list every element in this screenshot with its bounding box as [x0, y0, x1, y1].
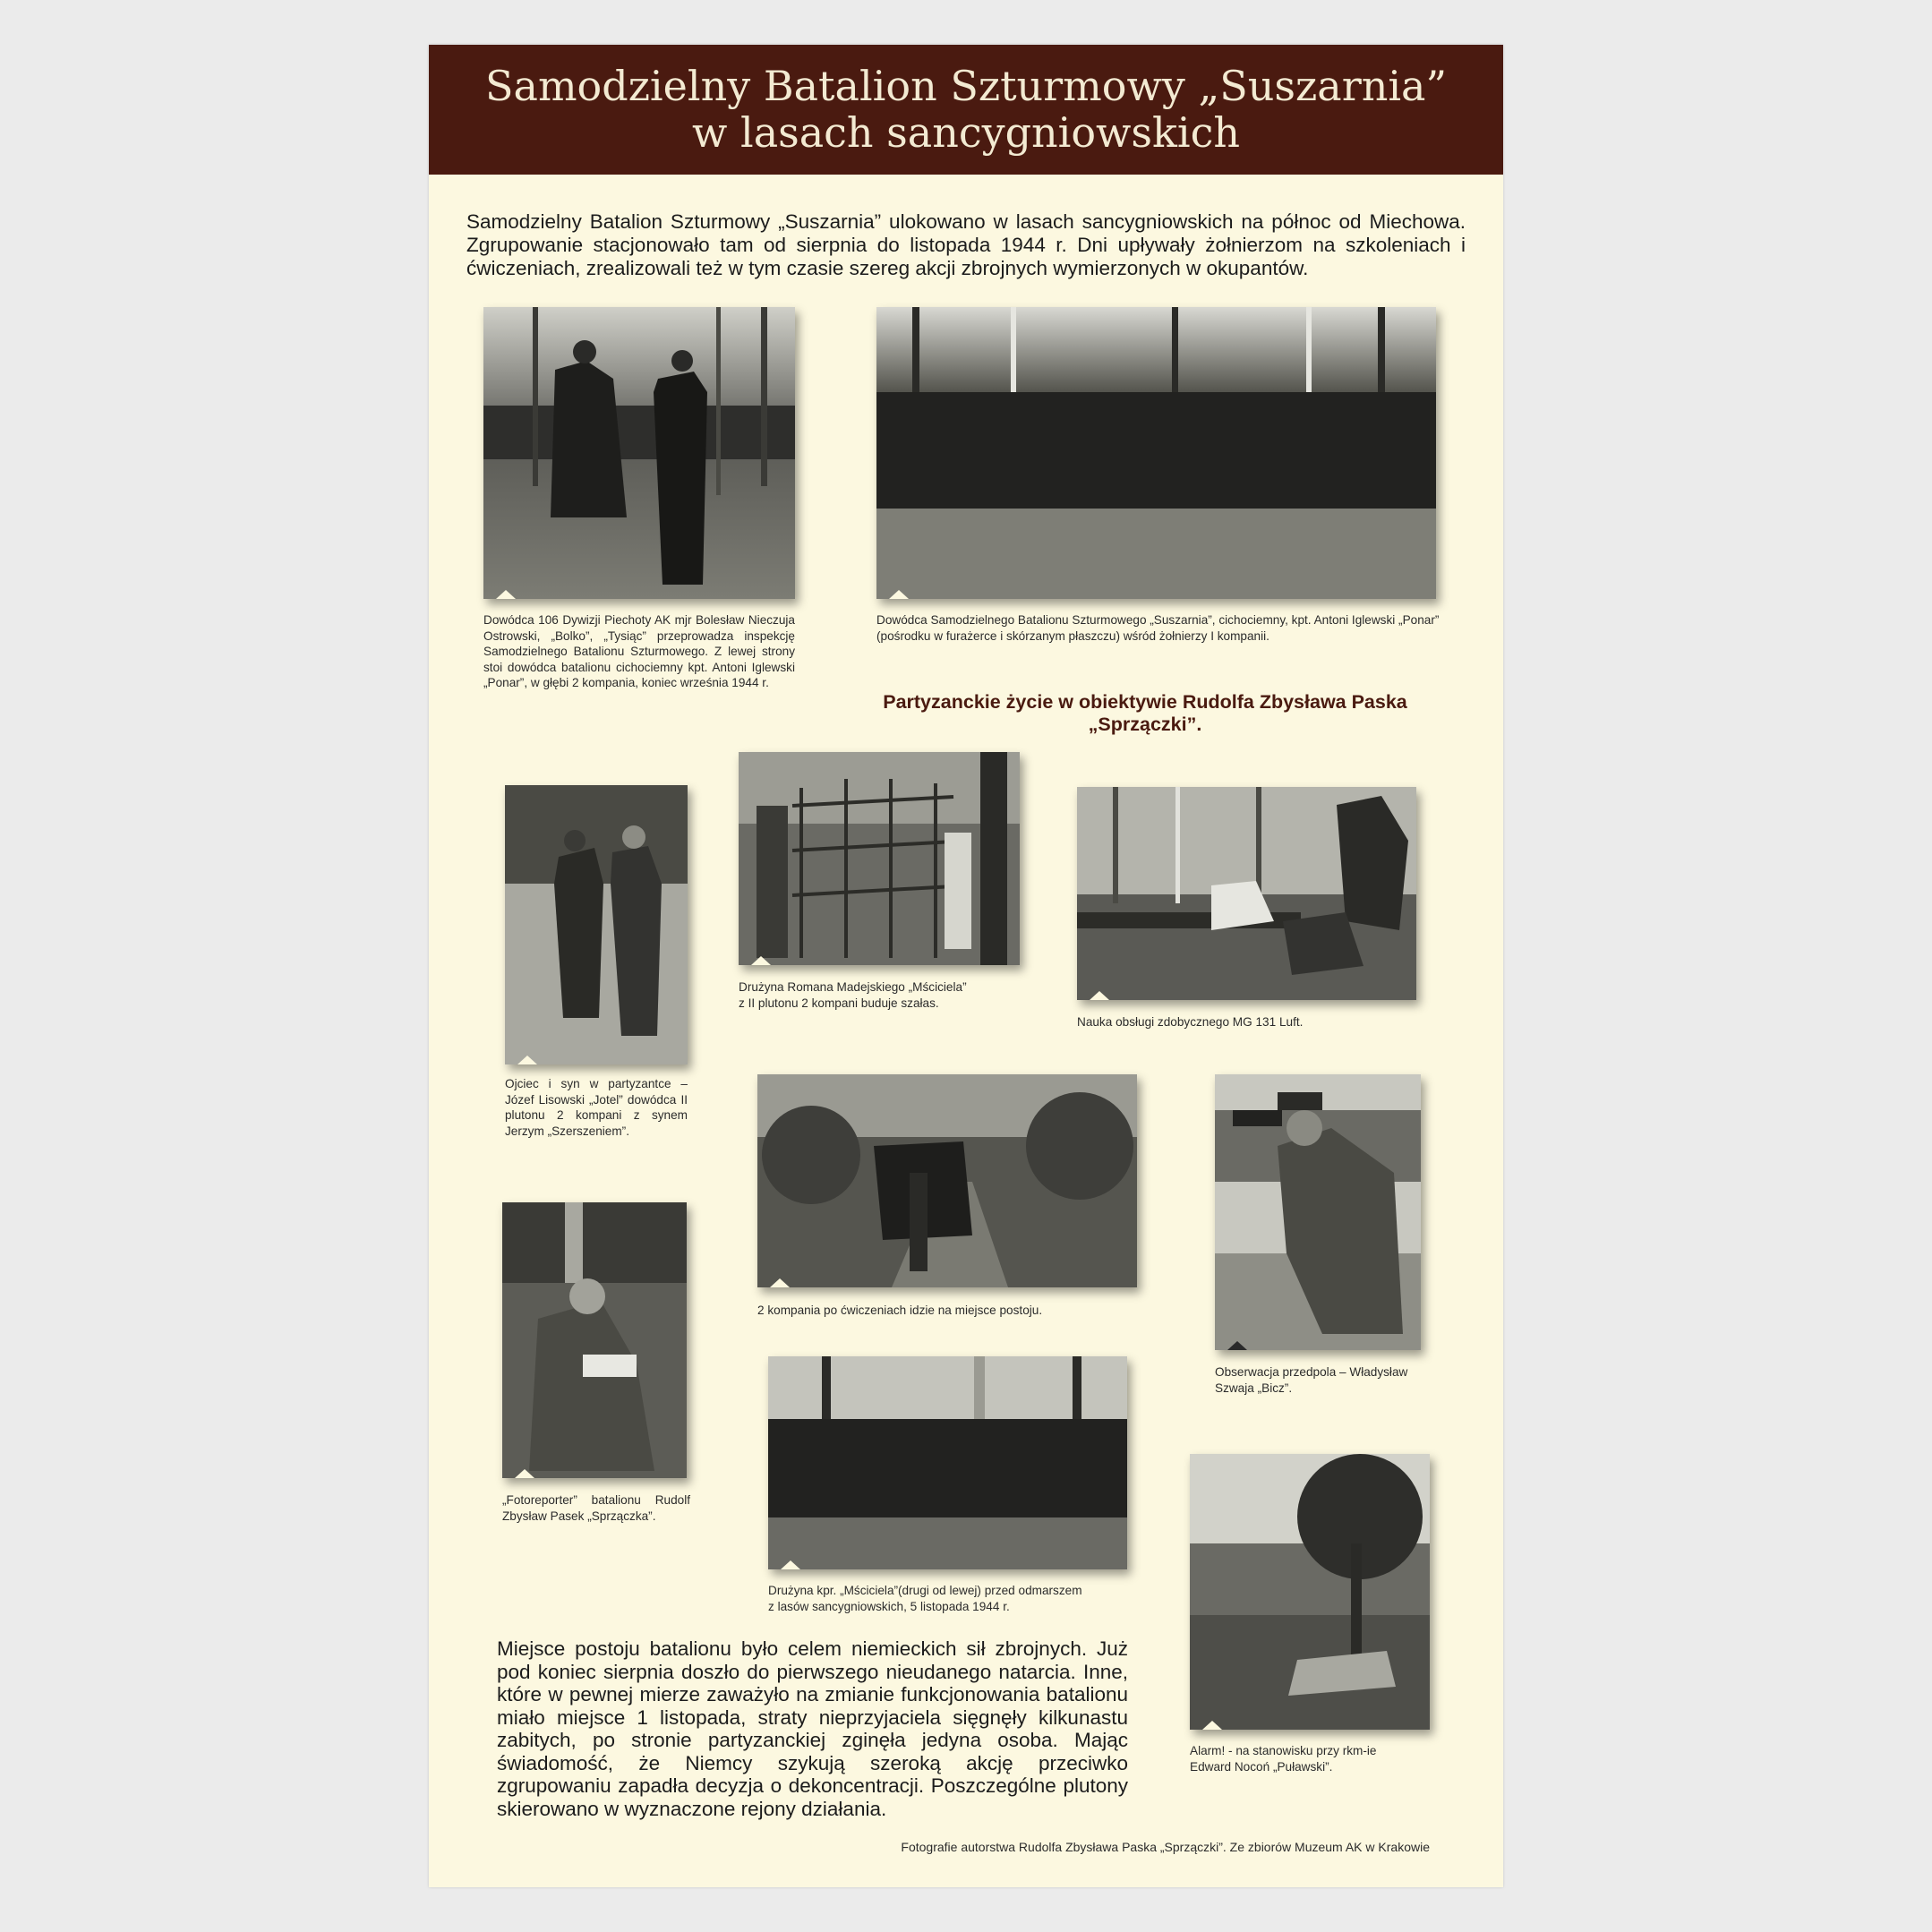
caption-shelter-line-1: Drużyna Romana Madejskiego „Mściciela” — [739, 980, 967, 994]
photo-corner-icon — [1227, 1341, 1247, 1350]
title-line-1: Samodzielny Batalion Szturmowy „Suszarnia” — [485, 62, 1447, 110]
photo-father-son — [505, 785, 688, 1064]
section-subtitle — [850, 691, 1440, 736]
caption-inspection: Dowódca 106 Dywizji Piechoty AK mjr Bolesław Nieczuja Ostrowski, „Bolko”, „Tysiąc” przeprowadza inspekcję Samodzielnego Batalionu Szturmowego. Z lewej strony stoi dowódca batalionu cichociemny kpt. Antoni Iglewski „Ponar”, w głębi 2 kompania, koniec września 1944 r. — [483, 613, 795, 689]
caption-squad — [768, 1583, 1144, 1614]
caption-photographer: „Fotoreporter” batalionu Rudolf Zbysław Pasek „Sprzączka”. — [502, 1493, 690, 1523]
caption-squad-line-2: z lasów sancygniowskich, 5 listopada 1944 r. — [768, 1599, 1010, 1613]
caption-observation — [1215, 1364, 1430, 1396]
photo-squad — [768, 1356, 1127, 1569]
outro-paragraph: Miejsce postoju batalionu było celem niemieckich sił zbrojnych. Już pod koniec sierpnia doszło do pierwszego nieudanego natarcia. Inne, które w pewnej mierze zaważyło na zmianie funkcjonowania batalionu miało miejsce 1 listopada, straty nieprzyjaciela sięgnęły kilkunastu zabitych, po stronie partyzanckiej zginęła jedyna osoba. Mając świadomość, że Niemcy szykują szeroką akcję przeciwko zgrupowaniu zapadła decyzja o dekoncentracji. Poszczególne plutony skierowano w wyznaczone rejony działania. — [497, 1637, 1128, 1820]
photo-corner-icon — [517, 1056, 537, 1064]
caption-march: 2 kompania po ćwiczeniach idzie na miejsce postoju. — [757, 1304, 1043, 1317]
photo-corner-icon — [496, 590, 516, 599]
photo-company — [876, 307, 1436, 599]
photo-corner-icon — [1202, 1721, 1222, 1730]
caption-alarm — [1190, 1743, 1440, 1774]
caption-observation-line-2: Szwaja „Bicz”. — [1215, 1381, 1293, 1395]
subtitle-line-2: „Sprzączki”. — [1088, 714, 1202, 735]
caption-mg131: Nauka obsługi zdobycznego MG 131 Luft. — [1077, 1015, 1304, 1029]
title-banner — [429, 45, 1503, 175]
photo-corner-icon — [515, 1469, 534, 1478]
photo-alarm — [1190, 1454, 1430, 1730]
caption-alarm-line-1: Alarm! - na stanowisku przy rkm-ie — [1190, 1744, 1377, 1757]
photo-corner-icon — [751, 956, 771, 965]
caption-shelter — [739, 979, 1034, 1011]
photo-corner-icon — [1090, 991, 1109, 1000]
photo-march — [757, 1074, 1137, 1287]
photo-corner-icon — [770, 1278, 790, 1287]
caption-father-son: Ojciec i syn w partyzantce – Józef Lisowski „Jotel” dowódca II plutonu 2 kompani z synem Jerzym „Szerszeniem”. — [505, 1077, 688, 1138]
photo-corner-icon — [889, 590, 909, 599]
photo-credit: Fotografie autorstwa Rudolfa Zbysława Paska „Sprzączki”. Ze zbiorów Muzeum AK w Krakowie — [901, 1840, 1430, 1854]
photo-photographer — [502, 1202, 687, 1478]
caption-company: Dowódca Samodzielnego Batalionu Szturmowego „Suszarnia”, cichociemny, kpt. Antoni Iglewski „Ponar” (pośrodku w furażerce i skórzanym płaszczu) wśród żołnierzy I kompanii. — [876, 613, 1440, 643]
photo-inspection — [483, 307, 795, 599]
photo-observation — [1215, 1074, 1421, 1350]
caption-squad-line-1: Drużyna kpr. „Mściciela”(drugi od lewej) przed odmarszem — [768, 1584, 1082, 1597]
photo-shelter — [739, 752, 1020, 965]
photo-corner-icon — [781, 1560, 800, 1569]
photo-mg131 — [1077, 787, 1416, 1000]
caption-observation-line-1: Obserwacja przedpola – Władysław — [1215, 1365, 1408, 1379]
caption-alarm-line-2: Edward Nocoń „Puławski”. — [1190, 1759, 1333, 1774]
title-line-2: w lasach sancygniowskich — [691, 108, 1240, 157]
caption-shelter-line-2: z II plutonu 2 kompani buduje szałas. — [739, 996, 939, 1010]
exhibition-board — [429, 45, 1503, 1887]
intro-paragraph: Samodzielny Batalion Szturmowy „Suszarnia” ulokowano w lasach sancygniowskich na północ od Miechowa. Zgrupowanie stacjonowało tam od sierpnia do listopada 1944 r. Dni upływały żołnierzom na szkoleniach i ćwiczeniach, zrealizowali też w tym czasie szereg akcji zbrojnych wymierzonych w okupantów. — [466, 210, 1466, 279]
subtitle-line-1: Partyzanckie życie w obiektywie Rudolfa Zbysława Paska — [883, 691, 1407, 713]
